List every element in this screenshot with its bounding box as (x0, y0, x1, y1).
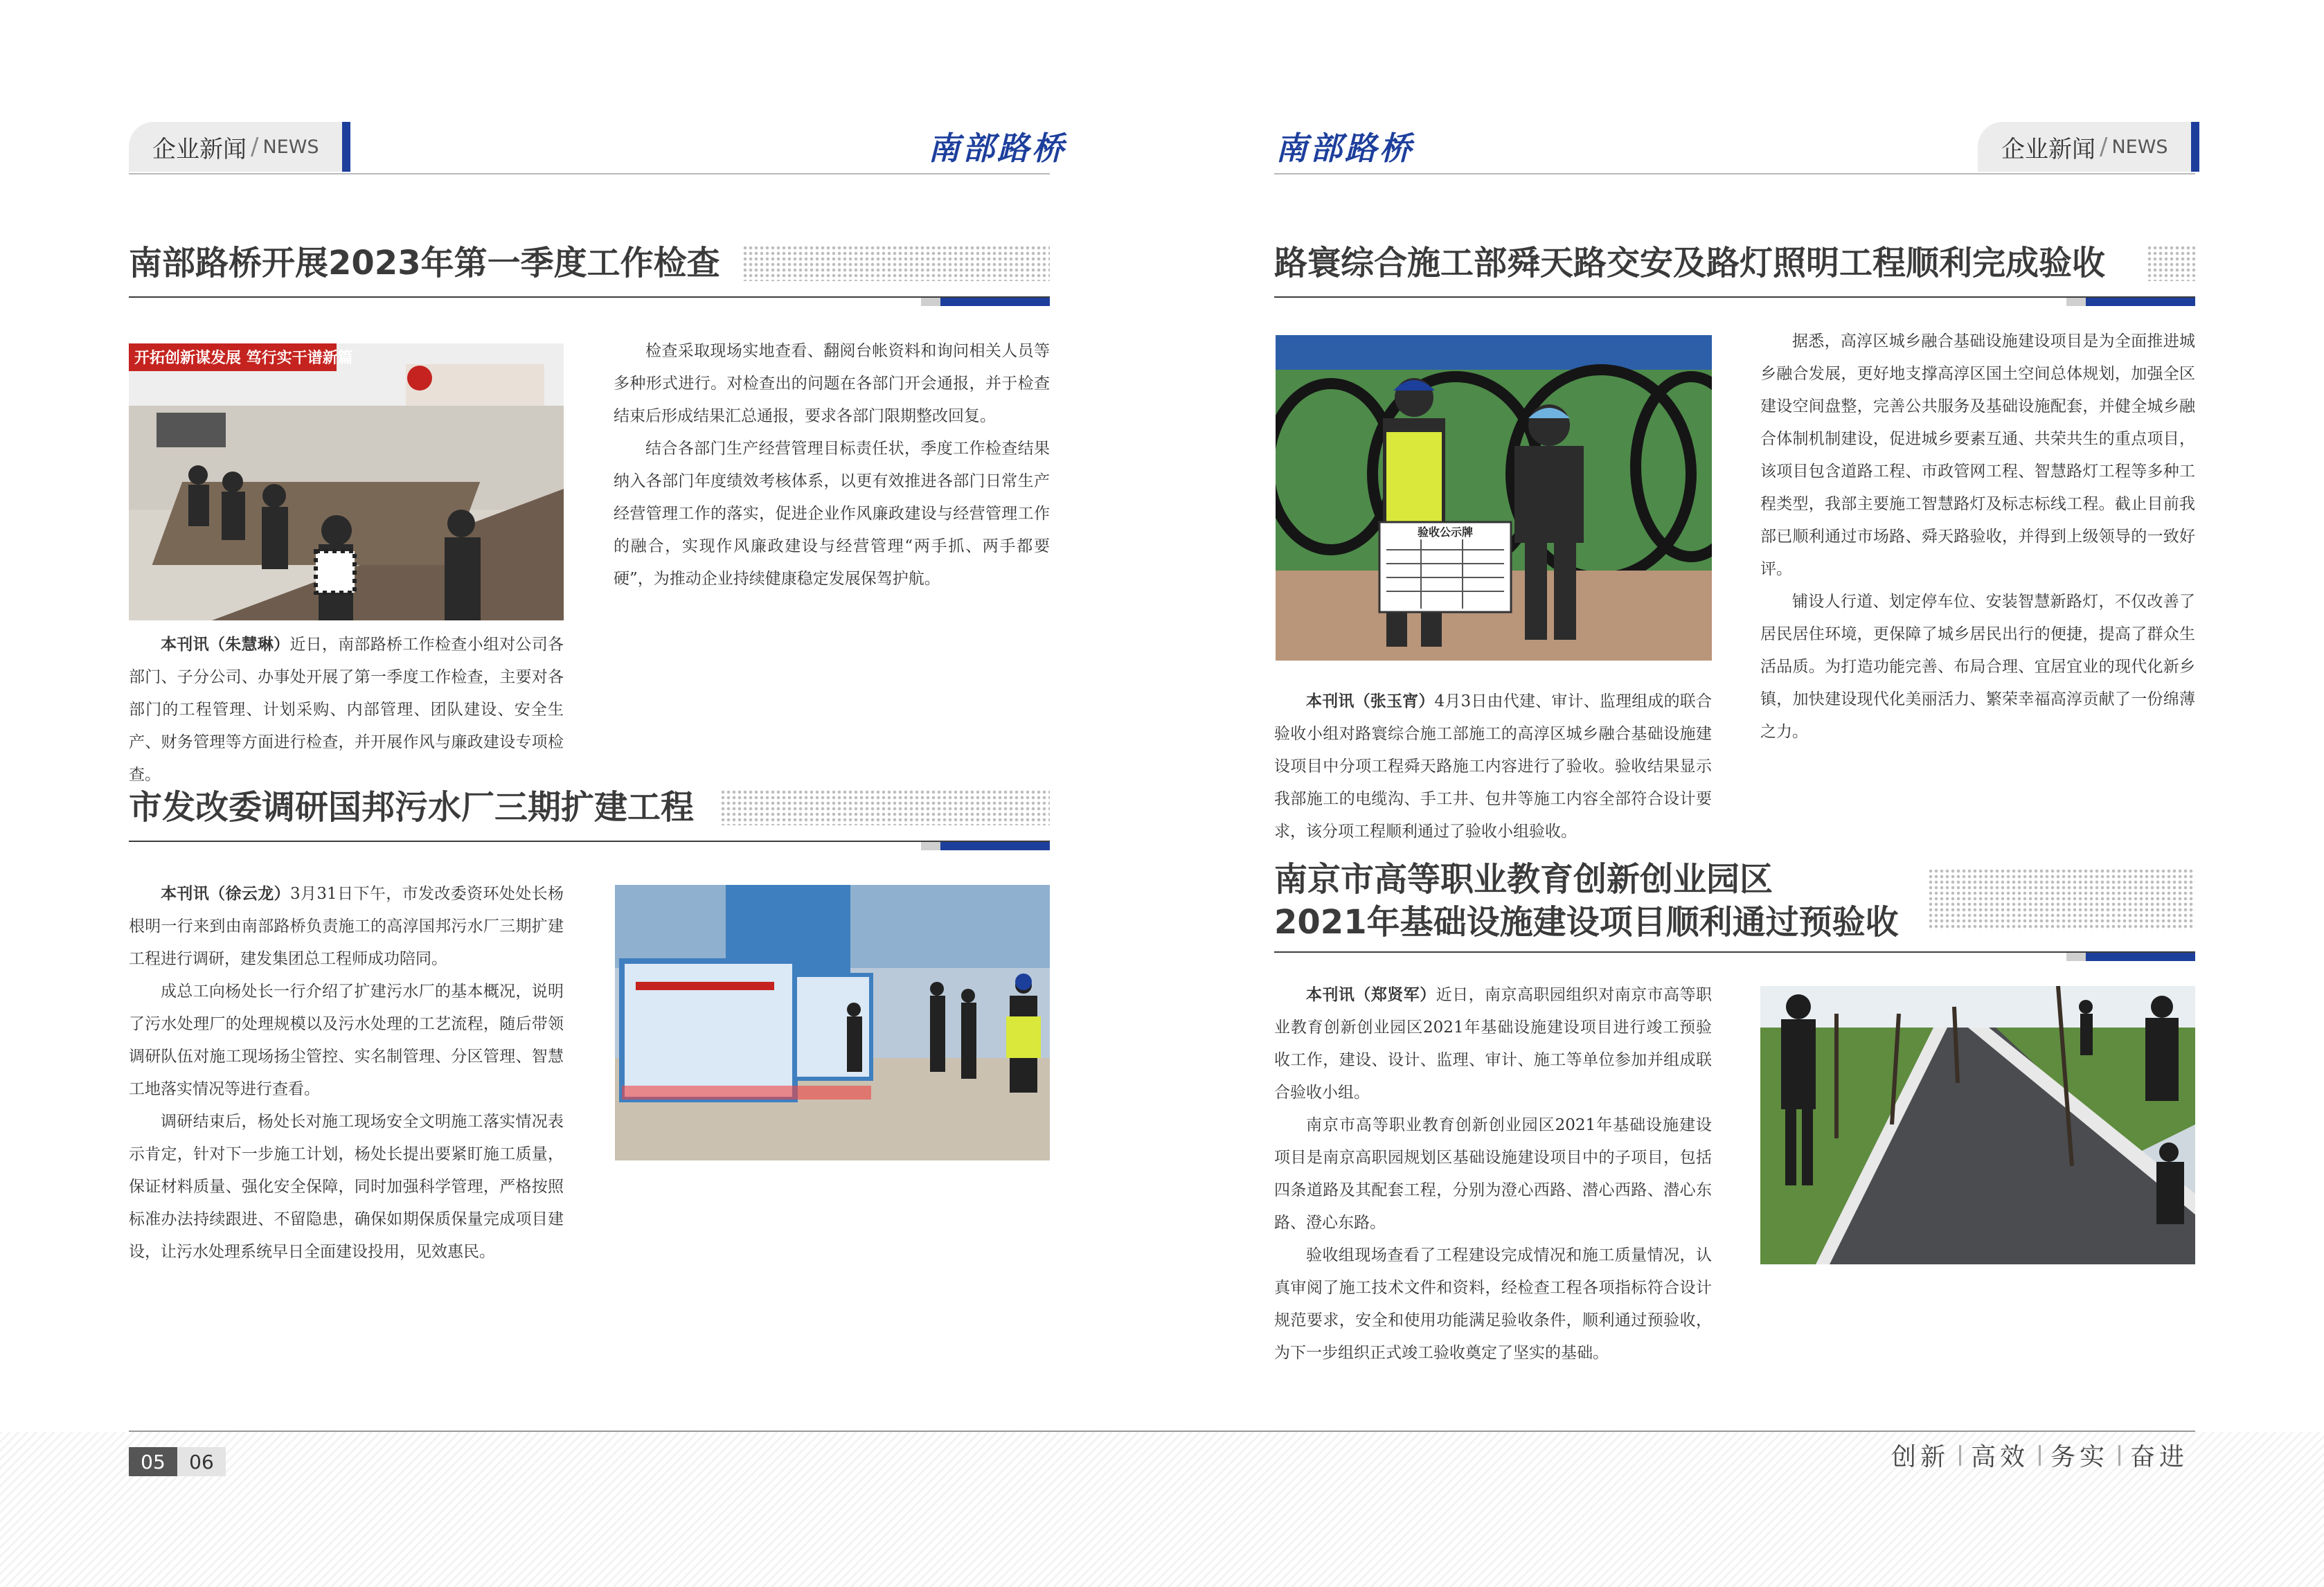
slogan-divider (2118, 1445, 2120, 1466)
article3-text-col1 (1274, 685, 1712, 848)
article2-paragraph-3: 调研结束后，杨处长对施工现场安全文明施工落实情况表示肯定，针对下一步施工计划，杨处长提出要紧盯施工质量，保证材料质量、强化安全保障，同时加强科学管理，严格按照标准办法持续跟进、不留隐患，确保如期保质保量完成项目建设，让污水处理系统早日全面建设投用，见效惠民。 (129, 1113, 564, 1261)
article2-title: 市发改委调研国邦污水厂三期扩建工程 (129, 788, 695, 827)
article3-photo (1276, 335, 1712, 661)
section-tag-cn: 企业新闻 (152, 135, 247, 163)
article4-title-dots (1928, 868, 2195, 931)
header-divider-left (129, 173, 1050, 174)
article1-photo (129, 343, 564, 620)
article1-title-rule (129, 296, 1050, 298)
article1-photo-banner: 开拓创新谋发展 笃行实干谱新篇 (134, 350, 353, 367)
section-tag-en: NEWS (2111, 136, 2168, 158)
article2-photo (615, 885, 1050, 1160)
article4-title-line2: 2021年基础设施建设项目顺利通过预验收 (1274, 903, 1899, 942)
article4-paragraph-2: 南京市高等职业教育创新创业园区2021年基础设施建设项目是南京高职园规划区基础设施建设项目中的子项目，包括四条道路及其配套工程，分别为澄心西路、潜心西路、潜心东路、澄心东路。 (1274, 1116, 1712, 1232)
logo-left: 南部路桥 (928, 129, 1066, 167)
logo-right: 南部路桥 (1276, 129, 1414, 167)
header-divider-right (1274, 173, 2195, 174)
article3-title-rule (1274, 296, 2195, 298)
section-tag-cn: 企业新闻 (2001, 135, 2095, 163)
article1-title-dots (742, 245, 1050, 281)
section-tag-en: NEWS (262, 136, 319, 158)
article4-text-col1 (1274, 979, 1712, 1370)
article4-rule-blue (2086, 953, 2195, 961)
article4-lead-text: 近日，南京高职园组织对南京市高等职业教育创新创业园区2021年基础设施建设项目进行竣工预验收工作，建设、设计、监理、审计、施工等单位参加并组成联合验收小组。 (1274, 986, 1713, 1102)
article4-paragraph-3: 验收组现场查看了工程建设完成情况和施工质量情况，认真审阅了施工技术文件和资料，经检查工程各项指标符合设计规范要求，安全和使用功能满足验收条件，顺利通过预验收，为下一步组织正式竣工验收奠定了坚实的基础。 (1274, 1246, 1712, 1362)
article1-paragraph-3: 结合各部门生产经营管理目标责任状，季度工作检查结果纳入各部门年度绩效考核体系，以更有效推进各部门日常生产经营管理工作的落实，促进企业作风廉政建设与经营管理工作的融合，实现作风廉政建设与经营管理“两手抓、两手都要硬”，为推动企业持续健康稳定发展保驾护航。 (614, 440, 1050, 588)
article3-paragraph-2: 据悉，高淳区城乡融合基础设施建设项目是为全面推进城乡融合发展，更好地支撑高淳区国土空间总体规划，加强全区建设空间盘整，完善公共服务及基础设施配套，并健全城乡融合体制机制建设，促进城乡要素互通、共荣共生的重点项目，该项目包含道路工程、市政管网工程、智慧路灯工程等多种工程类型，我部主要施工智慧路灯及标志标线工程。截止目前我部已顺利通过市场路、舜天路验收，并得到上级领导的一致好评。 (1760, 332, 2195, 578)
section-tag-separator: / (251, 133, 259, 161)
page-number-left: 05 (129, 1447, 177, 1476)
article4-title-rule (1274, 951, 2195, 953)
page-number-right: 06 (177, 1447, 226, 1476)
article1-rule-gray (921, 298, 940, 306)
article2-lead-label: 本刊讯（徐云龙） (161, 885, 291, 903)
article3-lead-label: 本刊讯（张玉宵） (1306, 692, 1435, 710)
article4-title-line1: 南京市高等职业教育创新创业园区 (1274, 860, 1773, 899)
article4-photo (1760, 986, 2195, 1264)
footer-divider (129, 1431, 2195, 1432)
article4-rule-gray (2066, 953, 2086, 961)
article3-text-col2 (1760, 325, 2195, 748)
article1-text-col1 (129, 629, 564, 791)
slogan-word-2: 高效 (1970, 1443, 2029, 1471)
article2-lead-text: 3月31日下午，市发改委资环处处长杨根明一行来到由南部路桥负责施工的高淳国邦污水厂三期扩建工程进行调研，建发集团总工程师成功陪同。 (129, 885, 564, 968)
slogan-word-4: 奋进 (2129, 1443, 2188, 1471)
article1-lead-text: 近日，南部路桥工作检查小组对公司各部门、子分公司、办事处开展了第一季度工作检查，主要对各部门的工程管理、计划采购、内部管理、团队建设、安全生产、财务管理等方面进行检查，并开展作风与廉政建设专项检查。 (129, 636, 564, 784)
article1-text-col2 (614, 335, 1050, 595)
article2-rule-gray (921, 842, 940, 850)
article2-text-col1 (129, 878, 564, 1268)
article2-paragraph-2: 成总工向杨处长一行介绍了扩建污水厂的基本概况，说明了污水处理厂的处理规模以及污水处理的工艺流程，随后带领调研队伍对施工现场扬尘管控、实名制管理、分区管理、智慧工地落实情况等进行查看。 (129, 983, 564, 1098)
article2-title-dots (720, 789, 1050, 825)
article3-rule-blue (2086, 298, 2195, 306)
article2-rule-blue (940, 842, 1050, 850)
section-tag-separator: / (2100, 133, 2108, 161)
section-tag-right (1978, 122, 2192, 172)
slogan-divider (1959, 1445, 1961, 1466)
article3-title-dots (2147, 245, 2195, 281)
article3-rule-gray (2066, 298, 2086, 306)
article4-lead-label: 本刊讯（郑贤军） (1306, 986, 1436, 1004)
article3-lead-text: 4月3日由代建、审计、监理组成的联合验收小组对路寰综合施工部施工的高淳区城乡融合基础设施建设项目中分项工程舜天路施工内容进行了验收。验收结果显示我部施工的电缆沟、手工井、包井等施工内容全部符合设计要求，该分项工程顺利通过了验收小组验收。 (1274, 692, 1712, 841)
article1-lead-label: 本刊讯（朱慧琳） (161, 636, 290, 654)
section-tag-accent (2191, 122, 2199, 172)
section-tag-left (129, 122, 343, 172)
article1-title: 南部路桥开展2023年第一季度工作检查 (129, 244, 720, 283)
section-tag-accent (342, 122, 350, 172)
article3-paragraph-3: 铺设人行道、划定停车位、安装智慧新路灯，不仅改善了居民居住环境，更保障了城乡居民出行的便捷，提高了群众生活品质。为打造功能完善、布局合理、宜居宜业的现代化新乡镇，加快建设现代化美丽活力、繁荣幸福高淳贡献了一份绵薄之力。 (1760, 593, 2195, 741)
article3-title: 路寰综合施工部舜天路交安及路灯照明工程顺利完成验收 (1274, 244, 2106, 283)
slogan-word-3: 务实 (2050, 1443, 2109, 1471)
footer-slogan (1884, 1437, 2195, 1473)
article3-photo-sign: 验收公示牌 (1417, 526, 1473, 539)
slogan-word-1: 创新 (1891, 1443, 1949, 1471)
article1-rule-blue (940, 298, 1050, 306)
article1-paragraph-2: 检查采取现场实地查看、翻阅台帐资料和询问相关人员等多种形式进行。对检查出的问题在各部门开会通报，并于检查结束后形成结果汇总通报，要求各部门限期整改回复。 (614, 342, 1050, 425)
article2-title-rule (129, 841, 1050, 842)
slogan-divider (2039, 1445, 2041, 1466)
